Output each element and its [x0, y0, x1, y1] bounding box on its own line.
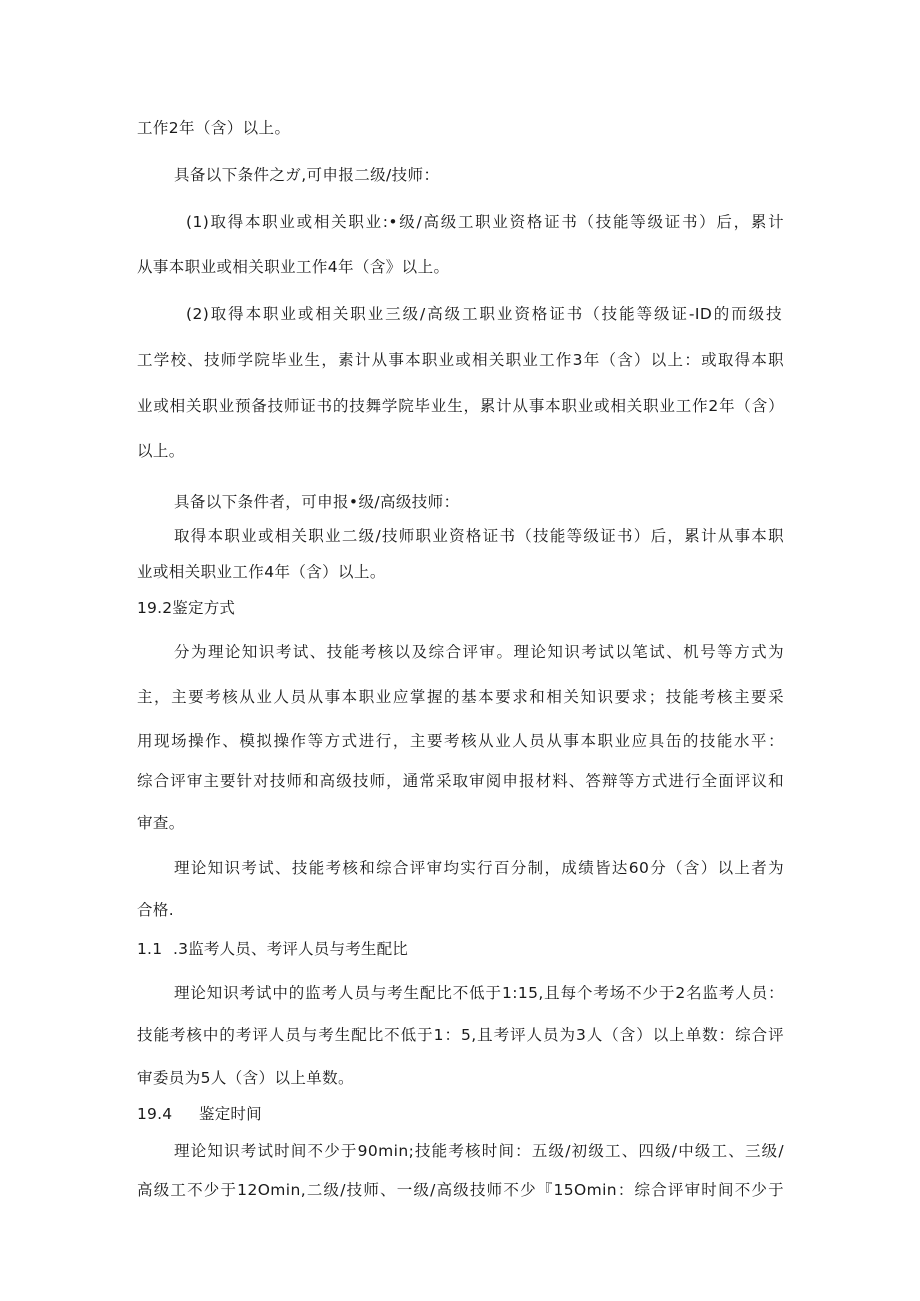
- text-line: 合格.: [137, 901, 175, 919]
- text-line: 业或相关职业工作4年（含）以上。: [137, 563, 386, 581]
- text-line: 具备以下条件之ガ,可申报二级/技师：: [174, 166, 440, 184]
- text-line: 取得本职业或相关职业二级/技师职业资格证书（技能等级证书）后，累计从事本职: [174, 527, 784, 545]
- section-heading: 19.2鉴定方式: [137, 599, 236, 617]
- section-heading: [137, 938, 408, 960]
- section-number: 19.4: [137, 1105, 173, 1123]
- text-line: 业或相关职业预备技师证书的技舞学院毕业生，累计从事本职业或相关职业工作2年（含）: [137, 397, 784, 415]
- list-item-2: (2)取得本职业或相关职业三级/高级工职业资格证书（技能等级证-ID的而级技: [186, 305, 782, 323]
- text-line: 从事本职业或相关职业工作4年（含》以上。: [137, 258, 450, 276]
- text-line: 工学校、技师学院毕业生，素计从事本职业或相关职业工作3年（含）以上：或取得本职: [137, 351, 784, 369]
- text-line: 理论知识考试、技能考核和综合评审均实行百分制，成绩皆达60分（含）以上者为: [174, 859, 784, 877]
- section-title: 鉴定时间: [199, 1105, 262, 1123]
- list-item-1: (1)取得本职业或相关职业:•级/高级工职业资格证书（技能等级证书）后，累计: [186, 213, 784, 231]
- section-title: .3监考人员、考评人员与考生配比: [173, 940, 408, 958]
- text-line: 理论知识考试时间不少于90min;技能考核时间：五级/初级工、四级/中级工、三级/: [174, 1142, 784, 1160]
- text-line: 工作2年（含）以上。: [137, 119, 291, 137]
- section-number: 1.1: [137, 940, 163, 958]
- text-line: 审查。: [137, 814, 185, 832]
- text-line: 理论知识考试中的监考人员与考生配比不低于1:15,且每个考场不少于2名监考人员：: [174, 984, 784, 1002]
- text-line: 具备以下条件者，可申报•级/高级技师：: [174, 493, 460, 511]
- text-line: 审委员为5人（含）以上单数。: [137, 1069, 354, 1087]
- text-line: 分为理论知识考试、技能考核以及综合评审。理论知识考试以笔试、机号等方式为: [174, 643, 784, 661]
- section-heading: [137, 1103, 262, 1125]
- text-line: 技能考核中的考评人员与考生配比不低于1：5,且考评人员为3人（含）以上单数：综合评: [137, 1026, 784, 1044]
- text-line: 高级工不少于12Omin,二级/技师、一级/高级技师不少『15Omin：综合评审时间不少于: [137, 1181, 784, 1199]
- text-line: 用现场操作、模拟操作等方式进行，主要考核从业人员从事本职业应具缶的技能水平：: [137, 732, 784, 750]
- text-line: 以上。: [137, 442, 185, 460]
- text-line: 综合评审主要针对技师和高级技师，通常采取审阅申报材料、答辩等方式进行全面评议和: [137, 772, 784, 790]
- text-line: 主，主要考核从业人员从事本职业应掌握的基本要求和相关知识要求；技能考核主要采: [137, 688, 784, 706]
